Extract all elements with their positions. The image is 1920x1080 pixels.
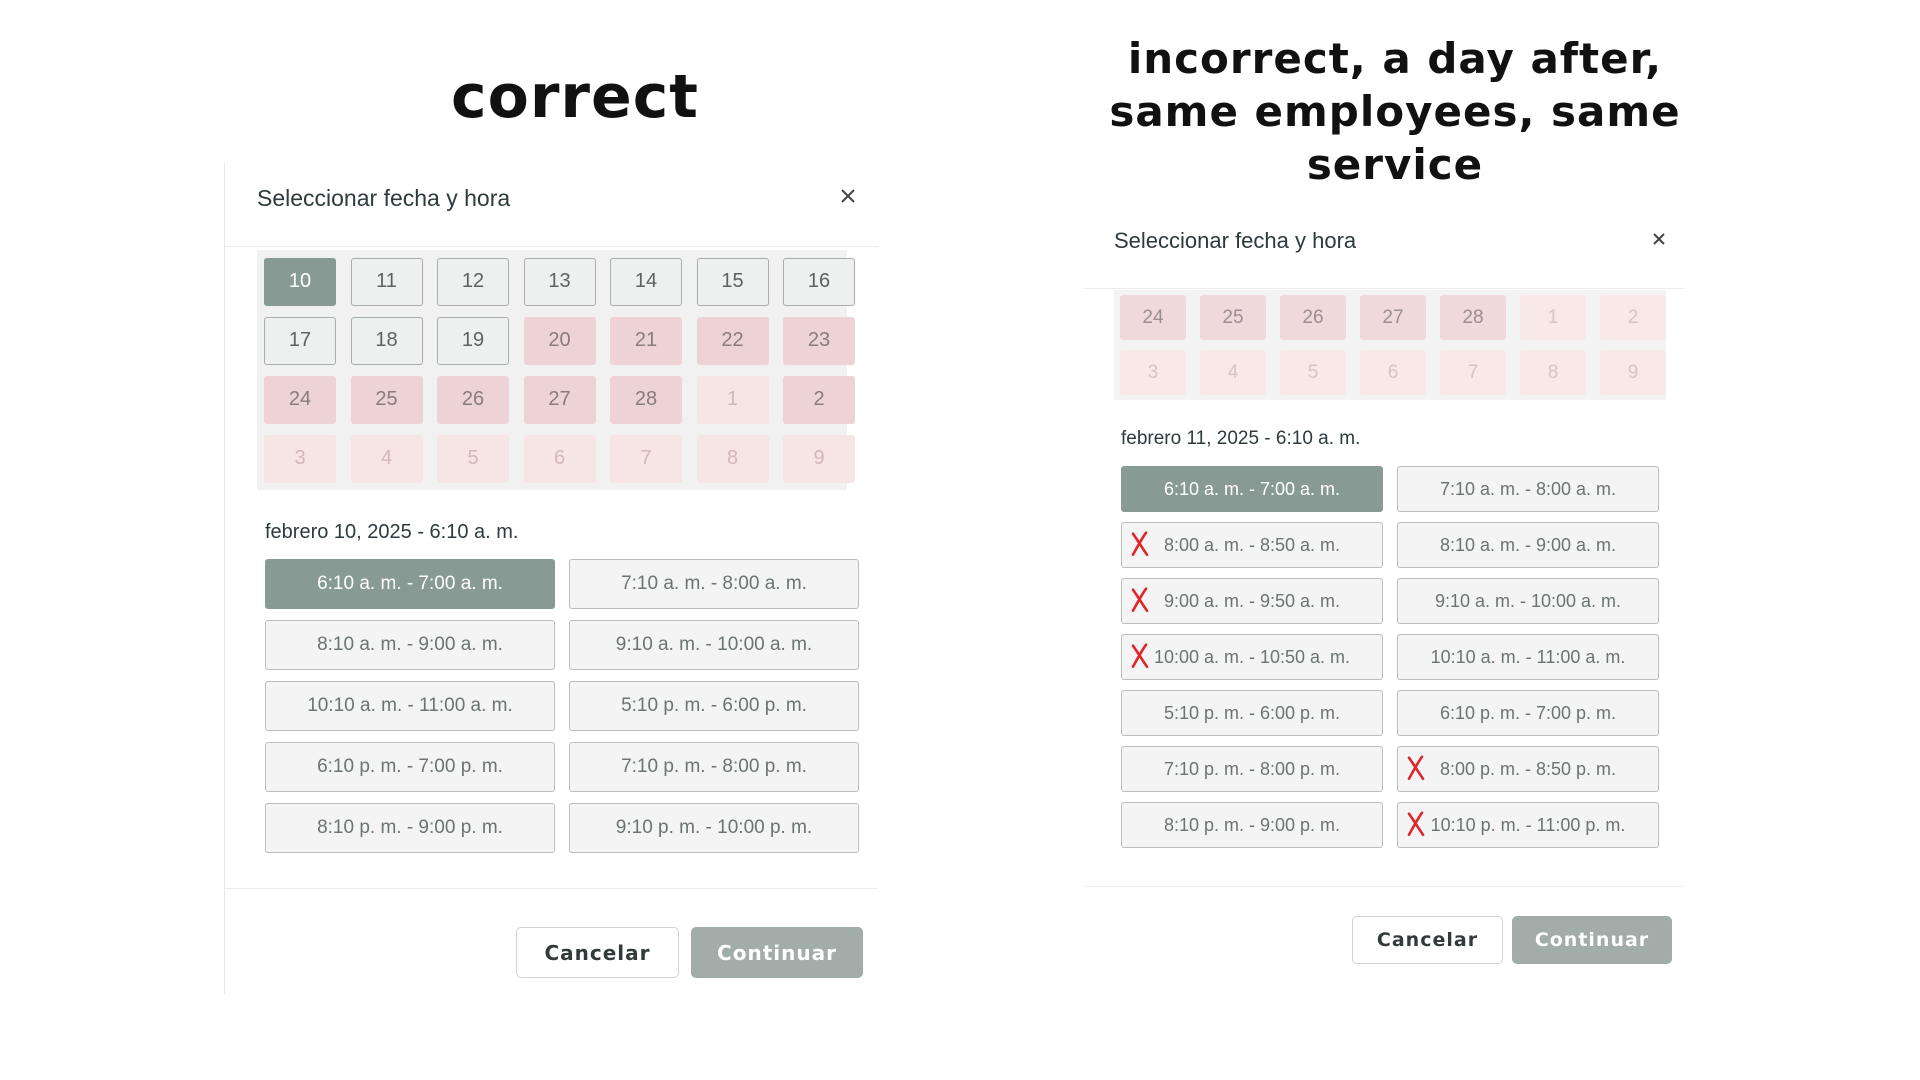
time-slot[interactable] xyxy=(1121,746,1383,792)
time-slot[interactable] xyxy=(1121,522,1383,568)
time-slot-label: 6:10 a. m. - 7:00 a. m. xyxy=(317,573,503,594)
time-slot[interactable] xyxy=(265,803,555,853)
calendar-grid xyxy=(257,250,847,490)
red-x-mark-icon xyxy=(1406,811,1426,837)
time-slot-label: 10:10 p. m. - 11:00 p. m. xyxy=(1430,814,1626,835)
time-slot[interactable] xyxy=(265,742,555,792)
red-x-mark-icon xyxy=(1406,755,1426,781)
time-slot-label: 7:10 p. m. - 8:00 p. m. xyxy=(621,756,807,777)
calendar-day: 4 xyxy=(1200,350,1266,395)
cancel-button[interactable]: Cancelar xyxy=(516,927,679,978)
selected-datetime: febrero 10, 2025 - 6:10 a. m. xyxy=(265,521,519,543)
time-slot-label: 5:10 p. m. - 6:00 p. m. xyxy=(1163,702,1341,723)
close-icon[interactable] xyxy=(837,185,859,207)
time-slot[interactable] xyxy=(569,803,859,853)
modal-title: Seleccionar fecha y hora xyxy=(1114,228,1357,253)
time-slot[interactable] xyxy=(1397,634,1659,680)
calendar-day[interactable]: 24 xyxy=(264,376,336,424)
calendar-grid xyxy=(1114,290,1666,400)
time-slot[interactable] xyxy=(569,620,859,670)
calendar-day: 6 xyxy=(1360,350,1426,395)
calendar-day: 2 xyxy=(1600,295,1666,340)
calendar-day: 7 xyxy=(610,435,682,483)
time-slot-label: 9:10 p. m. - 10:00 p. m. xyxy=(615,817,813,838)
time-slot-label: 5:10 p. m. - 6:00 p. m. xyxy=(621,695,807,716)
time-slot[interactable] xyxy=(569,681,859,731)
time-slot-label: 7:10 a. m. - 8:00 a. m. xyxy=(621,573,807,594)
continue-button[interactable]: Continuar xyxy=(691,927,863,978)
time-slot[interactable] xyxy=(1121,466,1383,512)
calendar-day: 5 xyxy=(437,435,509,483)
time-slot[interactable] xyxy=(1121,802,1383,848)
time-slot-label: 10:00 a. m. - 10:50 a. m. xyxy=(1153,646,1351,667)
time-slot-label: 7:10 a. m. - 8:00 a. m. xyxy=(1439,478,1617,499)
heading-incorrect: incorrect, a day after, same employees, same service xyxy=(1109,34,1681,189)
calendar-day[interactable]: 25 xyxy=(1200,295,1266,340)
calendar-day: 9 xyxy=(783,435,855,483)
time-slot-label: 9:10 a. m. - 10:00 a. m. xyxy=(1434,590,1622,611)
time-slot[interactable] xyxy=(1397,522,1659,568)
calendar-day[interactable]: 15 xyxy=(697,258,769,306)
time-slot[interactable] xyxy=(1397,578,1659,624)
time-slots xyxy=(1121,466,1661,848)
time-slot[interactable] xyxy=(1397,690,1659,736)
calendar-day[interactable]: 20 xyxy=(524,317,596,365)
modal-incorrect xyxy=(1084,218,1684,978)
time-slot[interactable] xyxy=(569,742,859,792)
red-x-mark-icon xyxy=(1130,587,1150,613)
red-x-mark-icon xyxy=(1130,531,1150,557)
time-slot[interactable] xyxy=(1121,690,1383,736)
calendar-day[interactable]: 26 xyxy=(437,376,509,424)
time-slot-label: 10:10 a. m. - 11:00 a. m. xyxy=(1430,646,1626,667)
modal-title: Seleccionar fecha y hora xyxy=(257,185,511,211)
calendar-day[interactable]: 12 xyxy=(437,258,509,306)
calendar-day: 6 xyxy=(524,435,596,483)
modal-header xyxy=(1084,218,1684,289)
time-slot-label: 6:10 a. m. - 7:00 a. m. xyxy=(1163,478,1341,499)
time-slot-label: 6:10 p. m. - 7:00 p. m. xyxy=(317,756,503,777)
time-slot[interactable] xyxy=(1397,746,1659,792)
time-slot[interactable] xyxy=(265,681,555,731)
calendar-day[interactable]: 16 xyxy=(783,258,855,306)
calendar-day: 9 xyxy=(1600,350,1666,395)
time-slot[interactable] xyxy=(265,620,555,670)
calendar-day: 1 xyxy=(697,376,769,424)
calendar-day: 3 xyxy=(1120,350,1186,395)
selected-datetime: febrero 11, 2025 - 6:10 a. m. xyxy=(1121,428,1361,449)
calendar-day[interactable]: 26 xyxy=(1280,295,1346,340)
calendar-day[interactable]: 21 xyxy=(610,317,682,365)
time-slot[interactable] xyxy=(1121,578,1383,624)
time-slot-label: 10:10 a. m. - 11:00 a. m. xyxy=(307,695,513,716)
footer-divider xyxy=(225,888,878,889)
time-slots xyxy=(265,559,845,853)
time-slot-label: 8:10 p. m. - 9:00 p. m. xyxy=(317,817,503,838)
calendar-day[interactable]: 19 xyxy=(437,317,509,365)
calendar-day: 7 xyxy=(1440,350,1506,395)
time-slot-label: 8:10 a. m. - 9:00 a. m. xyxy=(317,634,503,655)
continue-button[interactable]: Continuar xyxy=(1512,916,1672,964)
time-slot-label: 8:10 a. m. - 9:00 a. m. xyxy=(1439,534,1617,555)
time-slot[interactable] xyxy=(1397,466,1659,512)
cancel-button[interactable]: Cancelar xyxy=(1352,916,1503,964)
calendar-day[interactable]: 27 xyxy=(1360,295,1426,340)
calendar-day[interactable]: 22 xyxy=(697,317,769,365)
calendar-day: 3 xyxy=(264,435,336,483)
time-slot-label: 6:10 p. m. - 7:00 p. m. xyxy=(1439,702,1617,723)
heading-correct: correct xyxy=(451,62,699,132)
modal-header xyxy=(225,163,878,247)
calendar-day[interactable]: 28 xyxy=(1440,295,1506,340)
calendar-day[interactable]: 24 xyxy=(1120,295,1186,340)
close-icon[interactable] xyxy=(1650,230,1668,248)
time-slot-label: 7:10 p. m. - 8:00 p. m. xyxy=(1163,758,1341,779)
calendar-day[interactable]: 25 xyxy=(351,376,423,424)
time-slot-label: 9:00 a. m. - 9:50 a. m. xyxy=(1163,590,1341,611)
calendar-day[interactable]: 2 xyxy=(783,376,855,424)
calendar-day: 5 xyxy=(1280,350,1346,395)
calendar-day: 4 xyxy=(351,435,423,483)
calendar-day[interactable]: 11 xyxy=(351,258,423,306)
calendar-day: 8 xyxy=(697,435,769,483)
calendar-day[interactable]: 18 xyxy=(351,317,423,365)
calendar-day[interactable]: 14 xyxy=(610,258,682,306)
calendar-day[interactable]: 17 xyxy=(264,317,336,365)
time-slot-label: 8:00 a. m. - 8:50 a. m. xyxy=(1163,534,1341,555)
time-slot-label: 9:10 a. m. - 10:00 a. m. xyxy=(615,634,813,655)
calendar-day[interactable]: 10 xyxy=(264,258,336,306)
time-slot-label: 8:10 p. m. - 9:00 p. m. xyxy=(1163,814,1341,835)
modal-correct xyxy=(224,163,878,995)
time-slot[interactable] xyxy=(569,559,859,609)
calendar-day: 8 xyxy=(1520,350,1586,395)
time-slot-label: 8:00 p. m. - 8:50 p. m. xyxy=(1439,758,1617,779)
time-slot[interactable] xyxy=(1121,634,1383,680)
calendar-day[interactable]: 28 xyxy=(610,376,682,424)
red-x-mark-icon xyxy=(1130,643,1150,669)
calendar-day[interactable]: 13 xyxy=(524,258,596,306)
calendar-day[interactable]: 23 xyxy=(783,317,855,365)
footer-divider xyxy=(1084,886,1684,887)
time-slot[interactable] xyxy=(265,559,555,609)
calendar-day[interactable]: 27 xyxy=(524,376,596,424)
calendar-day: 1 xyxy=(1520,295,1586,340)
time-slot[interactable] xyxy=(1397,802,1659,848)
